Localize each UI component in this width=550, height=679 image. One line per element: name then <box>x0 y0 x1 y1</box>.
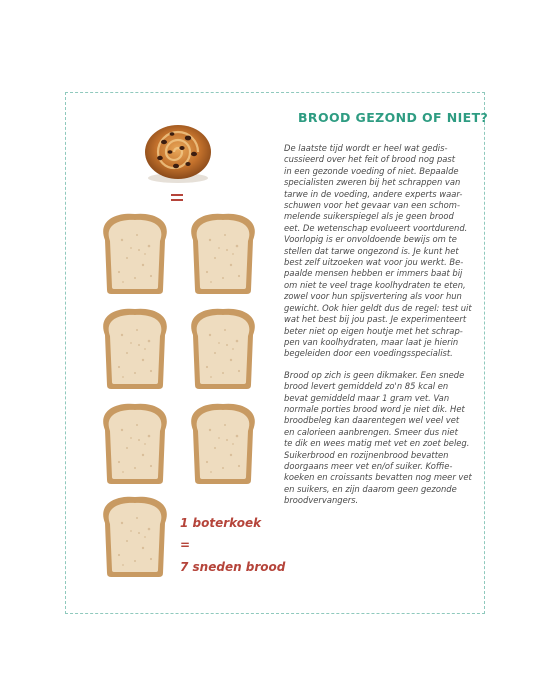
equals-label: = <box>180 538 191 552</box>
text-line: gewicht. Ook hier geldt dus de regel: test uit <box>284 302 472 313</box>
text-line: brood levert gemiddeld zo'n 85 kcal en <box>284 381 449 392</box>
article-title: BROOD GEZOND OF NIET? <box>298 110 489 125</box>
text-line: Voorlopig is er onvoldoende bewijs om te <box>284 234 457 245</box>
article-body <box>284 143 472 517</box>
text-line: normale porties brood word je niet dik. Het <box>284 403 465 414</box>
text-line: broodvervangers. <box>284 495 359 506</box>
text-line: Brood op zich is geen dikmaker. Een snede <box>284 369 465 380</box>
text-line: specialisten zweren bij het schrappen van <box>284 177 461 188</box>
slices-label: 7 sneden brood <box>180 560 286 574</box>
text-line: in een gezonde voeding of niet. Bepaalde <box>284 165 459 176</box>
text-line: cussieerd over het feit of brood nog past <box>284 154 456 165</box>
bread-slice-icon <box>185 400 261 486</box>
bread-slice-icon <box>185 305 261 391</box>
text-line: en suikers, en zijn daarom geen gezonde <box>284 483 457 494</box>
bread-slice-icon <box>97 400 173 486</box>
text-line: pen van koolhydraten, maar laat je hierin <box>284 336 459 347</box>
bread-slice-icon <box>97 305 173 391</box>
text-line: om niet te veel trage koolhydraten te eten, <box>284 279 466 290</box>
bread-slice-icon <box>185 210 261 296</box>
text-line: koeken en croissants bevatten nog meer vet <box>284 472 472 483</box>
text-line: broodbeleg kan daarentegen wel veel vet <box>284 415 460 426</box>
text-line: en calorieen aanbrengen. Smeer dus niet <box>284 426 458 437</box>
text-line: best zelf uitzoeken wat voor jou werkt. Be- <box>284 257 464 268</box>
text-line: tarwe in de voeding, andere experts waar- <box>284 188 463 199</box>
text-line: bevat gemiddeld maar 1 gram vet. Van <box>284 392 450 403</box>
text-line: paalde mensen hebben er immers baat bij <box>284 268 463 279</box>
text-line: beter niet op eigen houtje met het schrap- <box>284 325 463 336</box>
text-line: begeleiden door een voedingsspecialist. <box>284 348 453 359</box>
text-line: schuwen voor het gevaar van een schom- <box>284 200 460 211</box>
text-line: zowel voor hun spijsvertering als voor hun <box>284 291 462 302</box>
bun-label: 1 boterkoek <box>180 516 262 530</box>
bread-slice-icon <box>97 210 173 296</box>
raisin-bun-icon <box>142 120 214 186</box>
bread-slice-icon <box>97 493 173 579</box>
text-line: melende suikerspiegel als je geen brood <box>284 211 454 222</box>
paragraph-2 <box>284 370 472 507</box>
text-line: Suikerbrood en rozijnenbrood bevatten <box>284 449 449 460</box>
equals-sign-top <box>171 194 183 204</box>
text-line: wat het best bij jou past. Je experimenteert <box>284 314 467 325</box>
text-line: doorgaans meer vet en/of suiker. Koffie- <box>284 460 453 471</box>
text-line: stellen dat tarwe ongezond is. Je kunt het <box>284 245 459 256</box>
text-line: eet. De wetenschap evolueert voortdurend. <box>284 222 468 233</box>
paragraph-1 <box>284 143 472 360</box>
text-line: te dik en wees matig met vet en zoet beleg. <box>284 438 470 449</box>
text-line: De laatste tijd wordt er heel wat gedis- <box>284 143 448 153</box>
